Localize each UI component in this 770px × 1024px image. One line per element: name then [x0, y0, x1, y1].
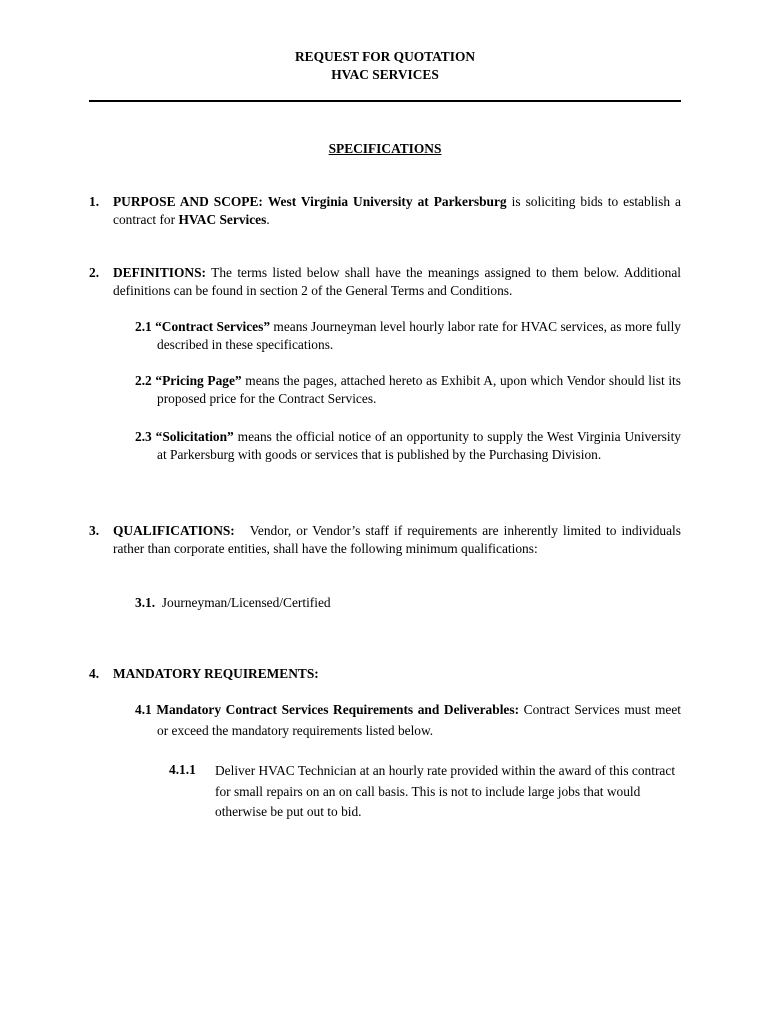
- section-text: The terms listed below shall have the meanings assigned to them below. Additional definitions can be found in section 2 of the General Terms and Conditions.: [113, 265, 681, 298]
- requirement-number: 4.1.1: [169, 762, 196, 777]
- section-heading: MANDATORY REQUIREMENTS:: [113, 666, 319, 681]
- definition-text: means Journeyman level hourly labor rate for HVAC services, as more fully described in these specifications.: [157, 319, 681, 352]
- definition-contract-services: [135, 318, 681, 354]
- section-body: [113, 665, 681, 683]
- definition-pricing-page: [135, 372, 681, 408]
- definition-solicitation: [135, 428, 681, 464]
- qualification-item: [135, 594, 681, 612]
- section-text: is soliciting bids to establish a contract for: [113, 194, 681, 227]
- section-definitions: [89, 264, 681, 300]
- definition-term: 2.1 “Contract Services”: [135, 319, 271, 334]
- requirement-4-1: [135, 700, 681, 741]
- requirement-text: Deliver HVAC Technician at an hourly rate provided within the award of this contract for small repairs on an on call basis. This is not to include large jobs that would otherwise be put out to bid.: [215, 763, 676, 819]
- section-heading: QUALIFICATIONS:: [113, 523, 235, 538]
- requirement-4-1-1: [169, 761, 681, 823]
- section-text-end: .: [266, 212, 270, 227]
- definition-term: 2.2 “Pricing Page”: [135, 373, 242, 388]
- section-purpose-and-scope: [89, 193, 681, 229]
- section-number: 4.: [89, 666, 100, 681]
- specifications-heading: SPECIFICATIONS: [328, 141, 442, 156]
- header-divider: [89, 100, 681, 102]
- organization-name: West Virginia University at Parkersburg: [267, 194, 507, 209]
- section-body: [113, 193, 681, 229]
- definition-term: 2.3 “Solicitation”: [135, 429, 234, 444]
- definition-text: means the official notice of an opportunity to supply the West Virginia University at Parkersburg with goods or services that is published by the Purchasing Division.: [157, 429, 682, 462]
- section-number: 3.: [89, 523, 100, 538]
- section-heading: PURPOSE AND SCOPE:: [113, 194, 263, 209]
- section-heading: DEFINITIONS:: [113, 265, 207, 280]
- qualification-number: 3.1.: [135, 595, 156, 610]
- section-mandatory-requirements: [89, 665, 681, 683]
- definition-text: means the pages, attached hereto as Exhibit A, upon which Vendor should list its proposed price for the Contract Services.: [157, 373, 681, 406]
- document-title-line1: REQUEST FOR QUOTATION: [294, 49, 476, 64]
- section-text: Vendor, or Vendor’s staff if requirements are inherently limited to individuals rather than corporate entities, shall have the following minimum qualifications:: [113, 523, 681, 556]
- requirement-text: Contract Services must meet or exceed the mandatory requirements listed below.: [157, 702, 681, 738]
- section-number: 1.: [89, 194, 100, 209]
- requirement-heading: 4.1 Mandatory Contract Services Requirements and Deliverables:: [135, 702, 520, 717]
- qualification-text: Journeyman/Licensed/Certified: [161, 595, 331, 610]
- document-title-line2: HVAC SERVICES: [331, 67, 439, 82]
- section-body: [113, 522, 681, 558]
- section-number: 2.: [89, 265, 100, 280]
- section-qualifications: [89, 522, 681, 558]
- section-body: [113, 264, 681, 300]
- service-name: HVAC Services: [178, 212, 267, 227]
